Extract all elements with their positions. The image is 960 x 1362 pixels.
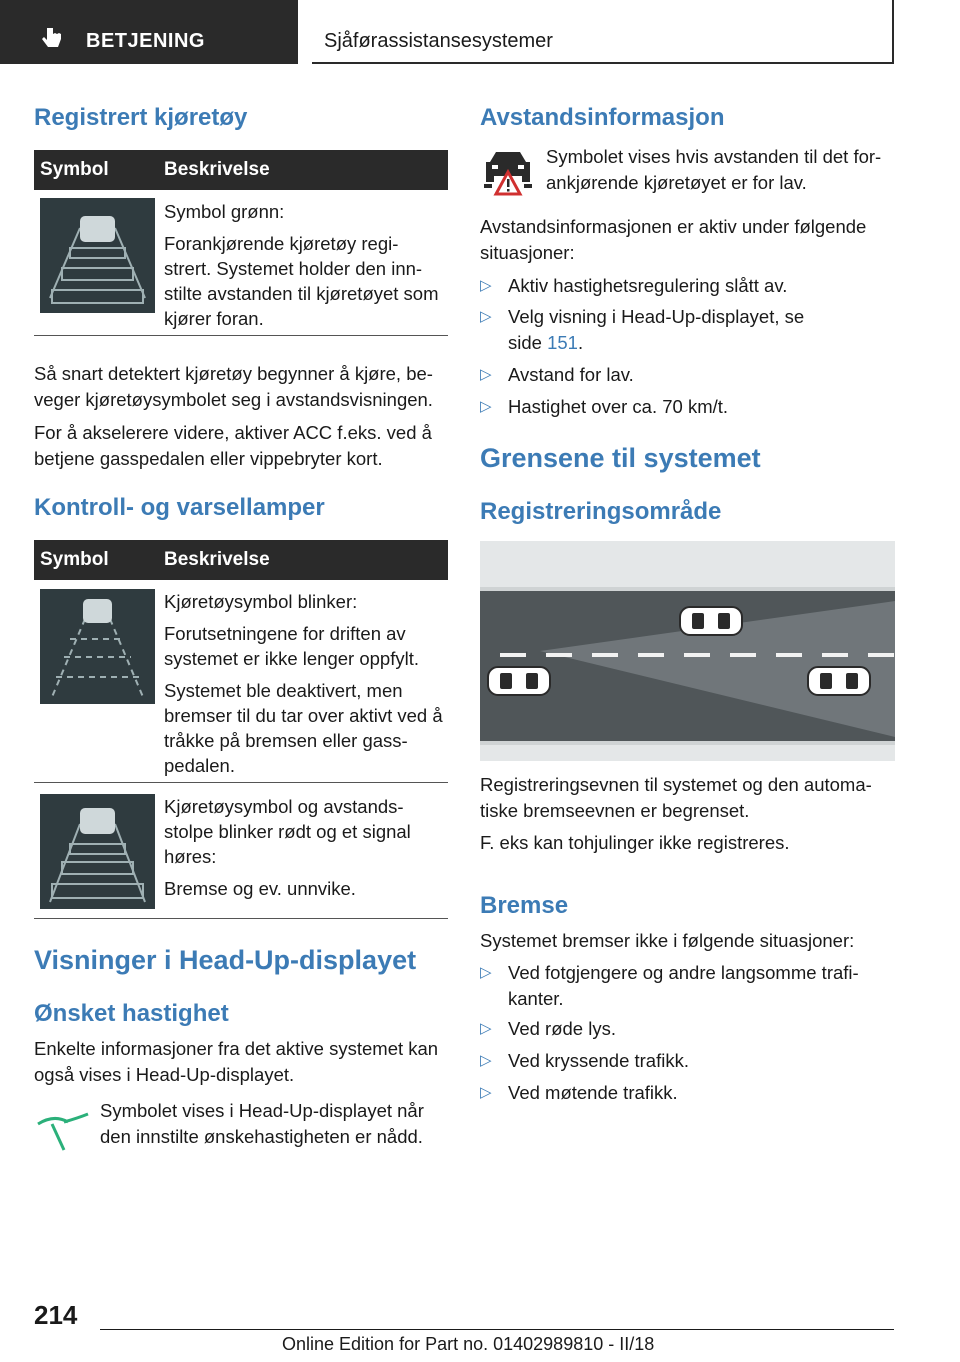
heading-registered-vehicle: Registrert kjøretøy: [34, 104, 248, 131]
paragraph-hud-info: Enkelte informasjoner fra det aktive systemet kan også vises i Head-Up-displayet.: [34, 1038, 439, 1085]
bullet-triangle-icon: ▷: [480, 964, 492, 981]
heading-brake: Bremse: [480, 892, 569, 919]
bullet-text: Avstand for lav.: [508, 364, 634, 385]
hud-symbol-description: Symbolet vises i Head-Up-displayet når den innstilte ønskehastigheten er nådd.: [100, 1100, 424, 1147]
table2-row1-line2: Forutsetningene for driften av systemet er ikke lenger oppfylt.: [164, 623, 419, 669]
table2-row-divider: [34, 782, 448, 783]
heading-hud-views: Visninger i Head-Up-displayet: [34, 945, 417, 975]
heading-control-lamps: Kontroll- og varsellamper: [34, 494, 325, 521]
bullet-item: [480, 304, 896, 356]
table1-row-divider: [34, 335, 448, 336]
table1-row1-line2: Forankjørende kjøretøy regi-strert. Systemet holder den inn-stilte avstanden til kjøretøyet som kjører foran.: [164, 233, 439, 329]
table2-header: [34, 540, 448, 580]
paragraph-brake-situations: Systemet bremser ikke i følgende situasjoner:: [480, 930, 855, 951]
vehicle-detected-symbol-image: [40, 198, 155, 313]
table2-row2-line2: Bremse og ev. unnvike.: [164, 878, 356, 899]
table2-row1-line1: Kjøretøysymbol blinker:: [164, 591, 358, 612]
table1-row1-line1: Symbol grønn:: [164, 201, 285, 222]
chapter-header: [312, 0, 894, 64]
bullet-triangle-icon: ▷: [480, 366, 492, 383]
table2-col-symbol: Symbol: [40, 549, 109, 570]
section-label: BETJENING: [86, 30, 205, 52]
paragraph-detection-limited: Registreringsevnen til systemet og den automa-tiske bremseevnen er begrenset.: [480, 774, 872, 821]
bullet-text: Hastighet over ca. 70 km/t.: [508, 396, 729, 417]
table1-col-description: Beskrivelse: [164, 159, 270, 180]
detection-range-illustration: [480, 541, 895, 761]
table2-row2-line1: Kjøretøysymbol og avstands-stolpe blinker rødt og et signal høres:: [164, 796, 411, 867]
vehicle-blinking-symbol-image: [40, 589, 155, 704]
section-tab: [0, 0, 298, 64]
bullet-text: Ved fotgjengere og andre langsomme trafi-kanter.: [508, 962, 859, 1009]
desired-speed-reached-icon: [34, 1112, 92, 1152]
bullet-triangle-icon: ▷: [480, 1052, 492, 1069]
bullet-text: Velg visning i Head-Up-displayet, se side 151.: [508, 306, 805, 353]
paragraph-vehicle-moves: Så snart detektert kjøretøy begynner å kjøre, be-veger kjøretøysymbolet seg i avstandsvisningen.: [34, 363, 433, 410]
table1-header: [34, 150, 448, 190]
page-number: 214: [34, 1300, 78, 1330]
paragraph-distance-active: Avstandsinformasjonen er aktiv under følgende situasjoner:: [480, 216, 867, 263]
hand-pointer-icon: [40, 26, 64, 52]
distance-symbol-description: Symbolet vises hvis avstanden til det for-ankjørende kjøretøyet er for lav.: [546, 146, 882, 193]
chapter-label: Sjåførassistansesystemer: [324, 30, 553, 52]
paragraph-accelerate: For å akselerere videre, aktiver ACC f.eks. ved å betjene gasspedalen eller vippebryter kort.: [34, 422, 432, 469]
table2-bottom-rule: [34, 918, 448, 919]
table2-col-description: Beskrivelse: [164, 549, 270, 570]
heading-desired-speed: Ønsket hastighet: [34, 1000, 229, 1027]
heading-system-limits: Grensene til systemet: [480, 443, 761, 473]
footer-rule: [100, 1329, 894, 1330]
bullet-triangle-icon: ▷: [480, 1020, 492, 1037]
paragraph-two-wheelers: F. eks kan tohjulinger ikke registreres.: [480, 832, 790, 853]
table1-row1-description: [164, 199, 444, 338]
table2-row1-line3: Systemet ble deaktivert, men bremser til du tar over aktivt ved å tråkke på bremsen eller gass-pedalen.: [164, 680, 443, 776]
footer-edition: Online Edition for Part no. 01402989810 - II/18: [282, 1334, 655, 1354]
bullet-triangle-icon: ▷: [480, 1084, 492, 1101]
page-reference-link[interactable]: 151: [547, 332, 578, 353]
heading-distance-info: Avstandsinformasjon: [480, 104, 725, 131]
bullet-item: [480, 960, 896, 1012]
bullet-text: Ved røde lys.: [508, 1018, 616, 1039]
bullet-text: Ved møtende trafikk.: [508, 1082, 678, 1103]
bullet-text: Aktiv hastighetsregulering slått av.: [508, 275, 788, 296]
table2-row2-description: [164, 794, 444, 908]
bullet-text: Ved kryssende trafikk.: [508, 1050, 689, 1071]
bullet-triangle-icon: ▷: [480, 277, 492, 294]
heading-detection-range: Registreringsområde: [480, 498, 722, 525]
distance-warning-symbol-image: [40, 794, 155, 909]
table1-col-symbol: Symbol: [40, 159, 109, 180]
table2-row1-description: [164, 589, 444, 785]
bullet-triangle-icon: ▷: [480, 308, 492, 325]
distance-warning-car-icon: [482, 148, 534, 196]
bullet-triangle-icon: ▷: [480, 398, 492, 415]
